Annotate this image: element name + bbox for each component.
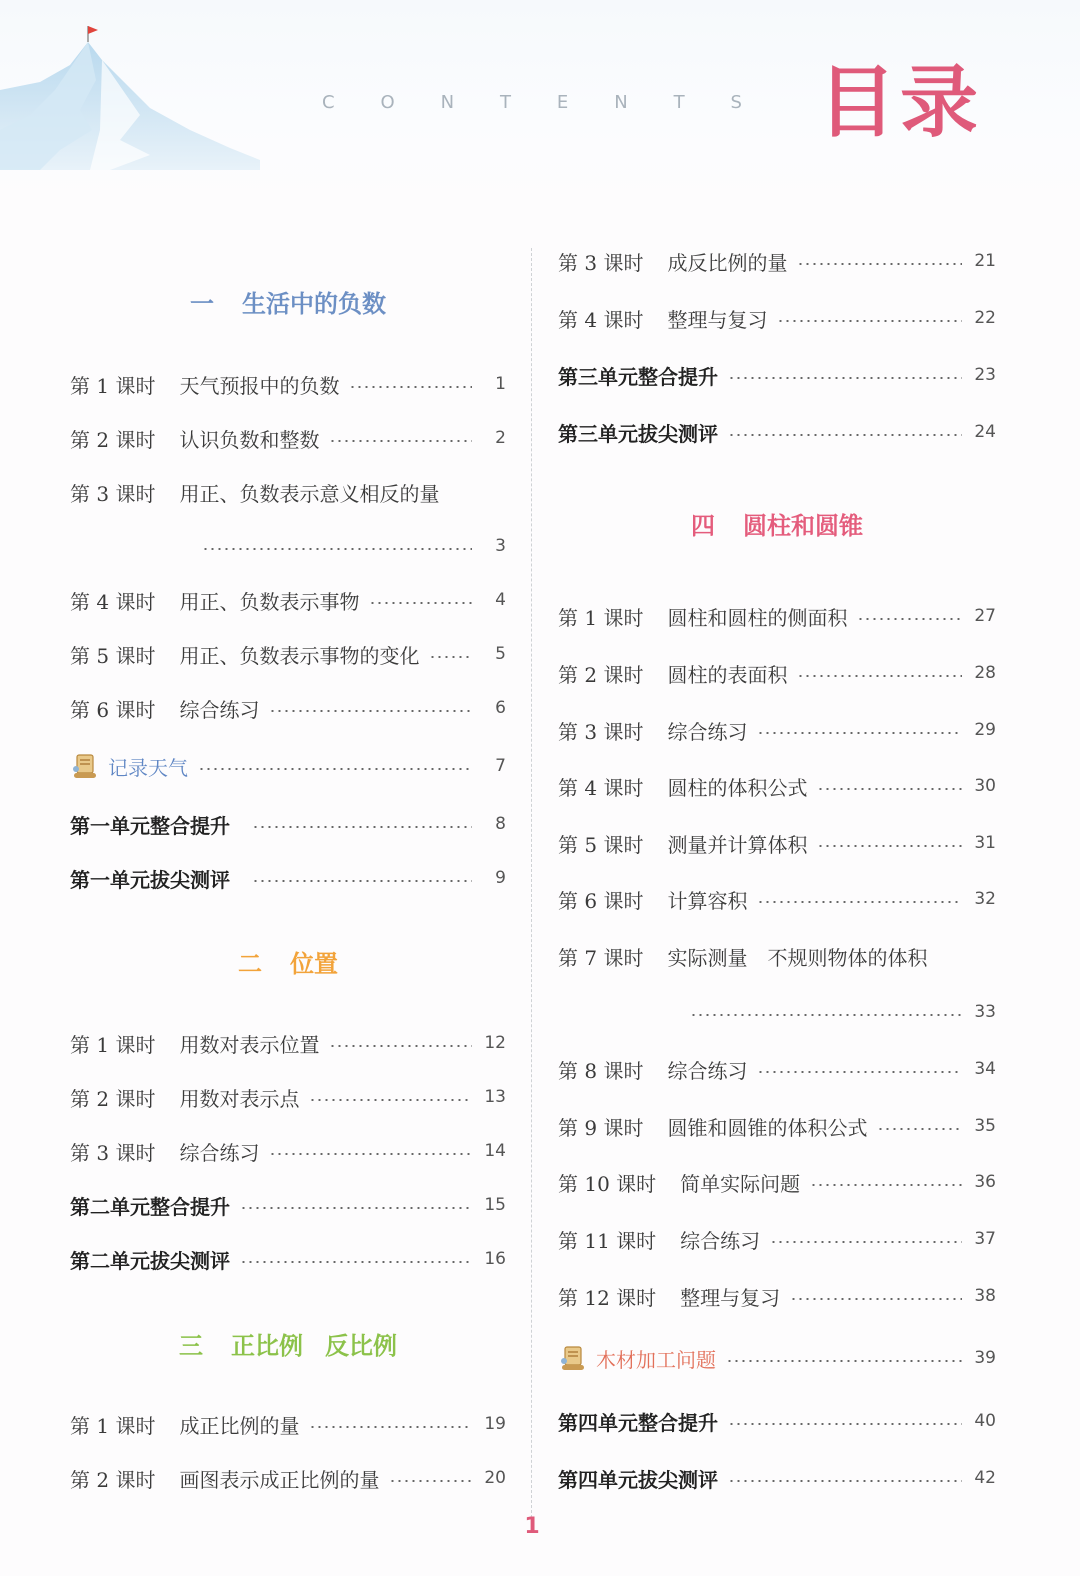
toc-entry-review[interactable] [70,808,506,840]
review-title: 第四单元拔尖测评 [558,1467,718,1492]
page-ref: 32 [974,889,996,909]
contents-letter: N [440,92,455,113]
toc-entry[interactable] [70,692,506,724]
toc-entry-review[interactable] [70,1243,506,1275]
dot-leader [817,845,962,847]
toc-entry[interactable] [70,422,506,454]
dot-leader [309,1099,472,1101]
dot-leader [690,1014,962,1016]
lesson-title: 天气预报中的负数 [179,373,340,398]
page-ref: 24 [974,422,996,442]
page-ref: 6 [495,698,506,718]
lesson-title: 圆锥和圆锥的体积公式 [667,1115,868,1140]
page-ref: 4 [495,590,506,610]
mountain-peak-illustration [0,20,260,170]
dot-leader [777,320,962,322]
page-ref: 1 [495,374,506,394]
page-ref: 31 [974,833,996,853]
dot-leader [269,1153,472,1155]
toc-entry[interactable] [70,584,506,616]
unit-title: 位置 [290,950,338,978]
unit-number: 二 [238,950,262,978]
lesson-number: 第 6 课时 [558,888,644,913]
toc-entry[interactable] [558,245,996,277]
toc-entry[interactable] [558,302,996,334]
lesson-title: 测量并计算体积 [667,832,808,857]
lesson-number: 第 2 课时 [70,1086,156,1111]
toc-entry[interactable] [70,1135,506,1167]
page-ref: 27 [974,606,996,626]
dot-leader [757,901,962,903]
dot-leader [240,1207,472,1209]
page-ref: 19 [484,1414,506,1434]
lesson-title: 计算容积 [667,888,748,913]
lesson-title: 用正、负数表示意义相反的量 [179,481,440,506]
page-ref: 20 [484,1468,506,1488]
toc-entry[interactable] [558,1280,996,1312]
toc-entry[interactable] [70,1408,506,1440]
page-ref: 9 [495,868,506,888]
lesson-number: 第 12 课时 [558,1285,657,1310]
activity-title: 木材加工问题 [596,1347,716,1372]
page-ref: 34 [974,1059,996,1079]
lesson-number: 第 5 课时 [70,643,156,668]
page-ref: 21 [974,251,996,271]
dot-leader [329,1045,472,1047]
contents-letter: O [380,92,395,113]
contents-letter: C [322,92,335,113]
lesson-title: 整理与复习 [680,1285,781,1310]
page-ref: 3 [495,536,506,556]
dot-leader [349,386,472,388]
dot-leader [726,1360,962,1362]
toc-entry[interactable] [558,714,996,746]
review-title: 第三单元整合提升 [558,364,718,389]
lesson-number: 第 3 课时 [558,250,644,275]
lesson-title: 成正比例的量 [179,1413,300,1438]
toc-entry[interactable] [558,1110,996,1142]
lesson-number: 第 11 课时 [558,1228,657,1253]
contents-wordmark [322,92,742,116]
dot-leader [240,1261,472,1263]
dot-leader [369,602,472,604]
contents-letter: S [730,92,742,113]
scroll-icon [70,751,100,781]
unit-number: 四 [691,512,715,540]
dot-leader [770,1241,962,1243]
dot-leader [817,788,962,790]
activity-title: 记录天气 [108,755,188,780]
page-ref: 40 [974,1411,996,1431]
lesson-title: 综合练习 [680,1228,761,1253]
unit-title: 正比例 [231,1332,303,1360]
lesson-number: 第 1 课时 [558,605,644,630]
lesson-number: 第 2 课时 [70,427,156,452]
page-ref: 33 [974,1002,996,1022]
lesson-title: 成反比例的量 [667,250,788,275]
review-title: 第三单元拔尖测评 [558,421,718,446]
lesson-title: 圆柱和圆柱的侧面积 [667,605,848,630]
toc-entry-review[interactable] [558,1405,996,1437]
toc-entry-review[interactable] [70,1189,506,1221]
unit-number: 一 [190,290,214,318]
dot-leader [252,880,472,882]
page-ref: 2 [495,428,506,448]
page-ref: 8 [495,814,506,834]
lesson-title: 圆柱的表面积 [667,662,788,687]
lesson-number: 第 1 课时 [70,1413,156,1438]
toc-entry[interactable] [558,1053,996,1085]
unit-title: 圆柱和圆锥 [743,512,863,540]
lesson-number: 第 3 课时 [70,481,156,506]
toc-entry-review[interactable] [70,862,506,894]
page-ref: 22 [974,308,996,328]
page-ref: 37 [974,1229,996,1249]
dot-leader [329,440,472,442]
dot-leader [389,1480,472,1482]
dot-leader [198,768,472,770]
review-title: 第二单元拔尖测评 [70,1248,230,1273]
unit-number: 三 [179,1332,203,1360]
toc-entry[interactable] [70,638,506,670]
page-ref: 16 [484,1249,506,1269]
dot-leader [202,548,472,550]
lesson-number: 第 3 课时 [558,719,644,744]
dot-leader [757,1071,962,1073]
lesson-title: 用正、负数表示事物的变化 [179,643,420,668]
lesson-title: 整理与复习 [667,307,768,332]
lesson-title: 认识负数和整数 [179,427,320,452]
page-ref: 35 [974,1116,996,1136]
page-ref: 28 [974,663,996,683]
review-title: 第一单元整合提升 [70,813,230,838]
unit-heading-4 [558,506,996,546]
page-title: 目录 [818,58,983,148]
toc-entry-continuation[interactable] [558,996,996,1028]
lesson-number: 第 7 课时 [558,945,644,970]
lesson-title: 综合练习 [667,719,748,744]
lesson-number: 第 2 课时 [558,662,644,687]
dot-leader [857,618,962,620]
contents-letter: T [673,92,685,113]
contents-letter: N [614,92,628,113]
lesson-number: 第 10 课时 [558,1171,657,1196]
page-ref: 12 [484,1033,506,1053]
unit-heading-1 [70,284,506,324]
dot-leader [790,1298,962,1300]
unit-heading-3 [70,1326,506,1366]
dot-leader [728,434,962,436]
lesson-title: 综合练习 [179,697,260,722]
unit-subtitle: 反比例 [325,1332,397,1360]
header-banner [0,0,1080,200]
page-ref: 5 [495,644,506,664]
toc-entry-activity[interactable] [70,750,506,782]
lesson-number: 第 4 课时 [558,307,644,332]
lesson-title: 用数对表示位置 [179,1032,320,1057]
lesson-number: 第 5 课时 [558,832,644,857]
dot-leader [429,656,472,658]
page-ref: 39 [974,1348,996,1368]
lesson-title: 实际测量 不规则物体的体积 [667,945,928,970]
toc-entry-review[interactable] [558,359,996,391]
column-divider [531,248,532,1518]
toc-entry[interactable] [70,476,506,508]
page-number: 1 [524,1514,540,1539]
toc-entry[interactable] [558,883,996,915]
toc-entry[interactable] [70,1081,506,1113]
lesson-number: 第 1 课时 [70,1032,156,1057]
page-ref: 29 [974,720,996,740]
toc-entry[interactable] [558,1223,996,1255]
lesson-number: 第 6 课时 [70,697,156,722]
toc-entry[interactable] [70,1027,506,1059]
dot-leader [728,377,962,379]
unit-title: 生活中的负数 [242,290,386,318]
lesson-number: 第 8 课时 [558,1058,644,1083]
toc-entry[interactable] [558,827,996,859]
page-ref: 23 [974,365,996,385]
lesson-title: 圆柱的体积公式 [667,775,808,800]
toc-entry[interactable] [558,1166,996,1198]
page-ref: 13 [484,1087,506,1107]
lesson-number: 第 4 课时 [70,589,156,614]
dot-leader [797,675,962,677]
toc-entry-review[interactable] [558,416,996,448]
dot-leader [252,826,472,828]
page-ref: 7 [495,756,506,776]
page-ref: 36 [974,1172,996,1192]
lesson-title: 综合练习 [179,1140,260,1165]
toc-entry-continuation[interactable] [70,530,506,562]
scroll-icon [558,1343,588,1373]
dot-leader [757,732,962,734]
review-title: 第一单元拔尖测评 [70,867,230,892]
lesson-number: 第 4 课时 [558,775,644,800]
page-ref: 38 [974,1286,996,1306]
dot-leader [728,1480,962,1482]
toc-entry[interactable] [558,657,996,689]
lesson-number: 第 1 课时 [70,373,156,398]
page-ref: 15 [484,1195,506,1215]
lesson-title: 简单实际问题 [680,1171,801,1196]
lesson-number: 第 2 课时 [70,1467,156,1492]
dot-leader [810,1184,962,1186]
page-ref: 14 [484,1141,506,1161]
dot-leader [877,1128,962,1130]
lesson-title: 综合练习 [667,1058,748,1083]
review-title: 第二单元整合提升 [70,1194,230,1219]
lesson-number: 第 3 课时 [70,1140,156,1165]
contents-letter: E [556,92,569,113]
toc-entry[interactable] [558,600,996,632]
toc-entry-activity[interactable] [558,1342,996,1374]
toc-entry[interactable] [70,1462,506,1494]
page-ref: 42 [974,1468,996,1488]
dot-leader [309,1426,472,1428]
dot-leader [269,710,472,712]
lesson-number: 第 9 课时 [558,1115,644,1140]
lesson-title: 用数对表示点 [179,1086,300,1111]
unit-heading-2 [70,944,506,984]
review-title: 第四单元整合提升 [558,1410,718,1435]
dot-leader [797,263,962,265]
toc-entry[interactable] [558,770,996,802]
lesson-title: 用正、负数表示事物 [179,589,360,614]
toc-entry[interactable] [70,368,506,400]
dot-leader [728,1423,962,1425]
toc-entry[interactable] [558,940,996,972]
lesson-title: 画图表示成正比例的量 [179,1467,380,1492]
contents-letter: T [499,92,511,113]
toc-entry-review[interactable] [558,1462,996,1494]
page-ref: 30 [974,776,996,796]
